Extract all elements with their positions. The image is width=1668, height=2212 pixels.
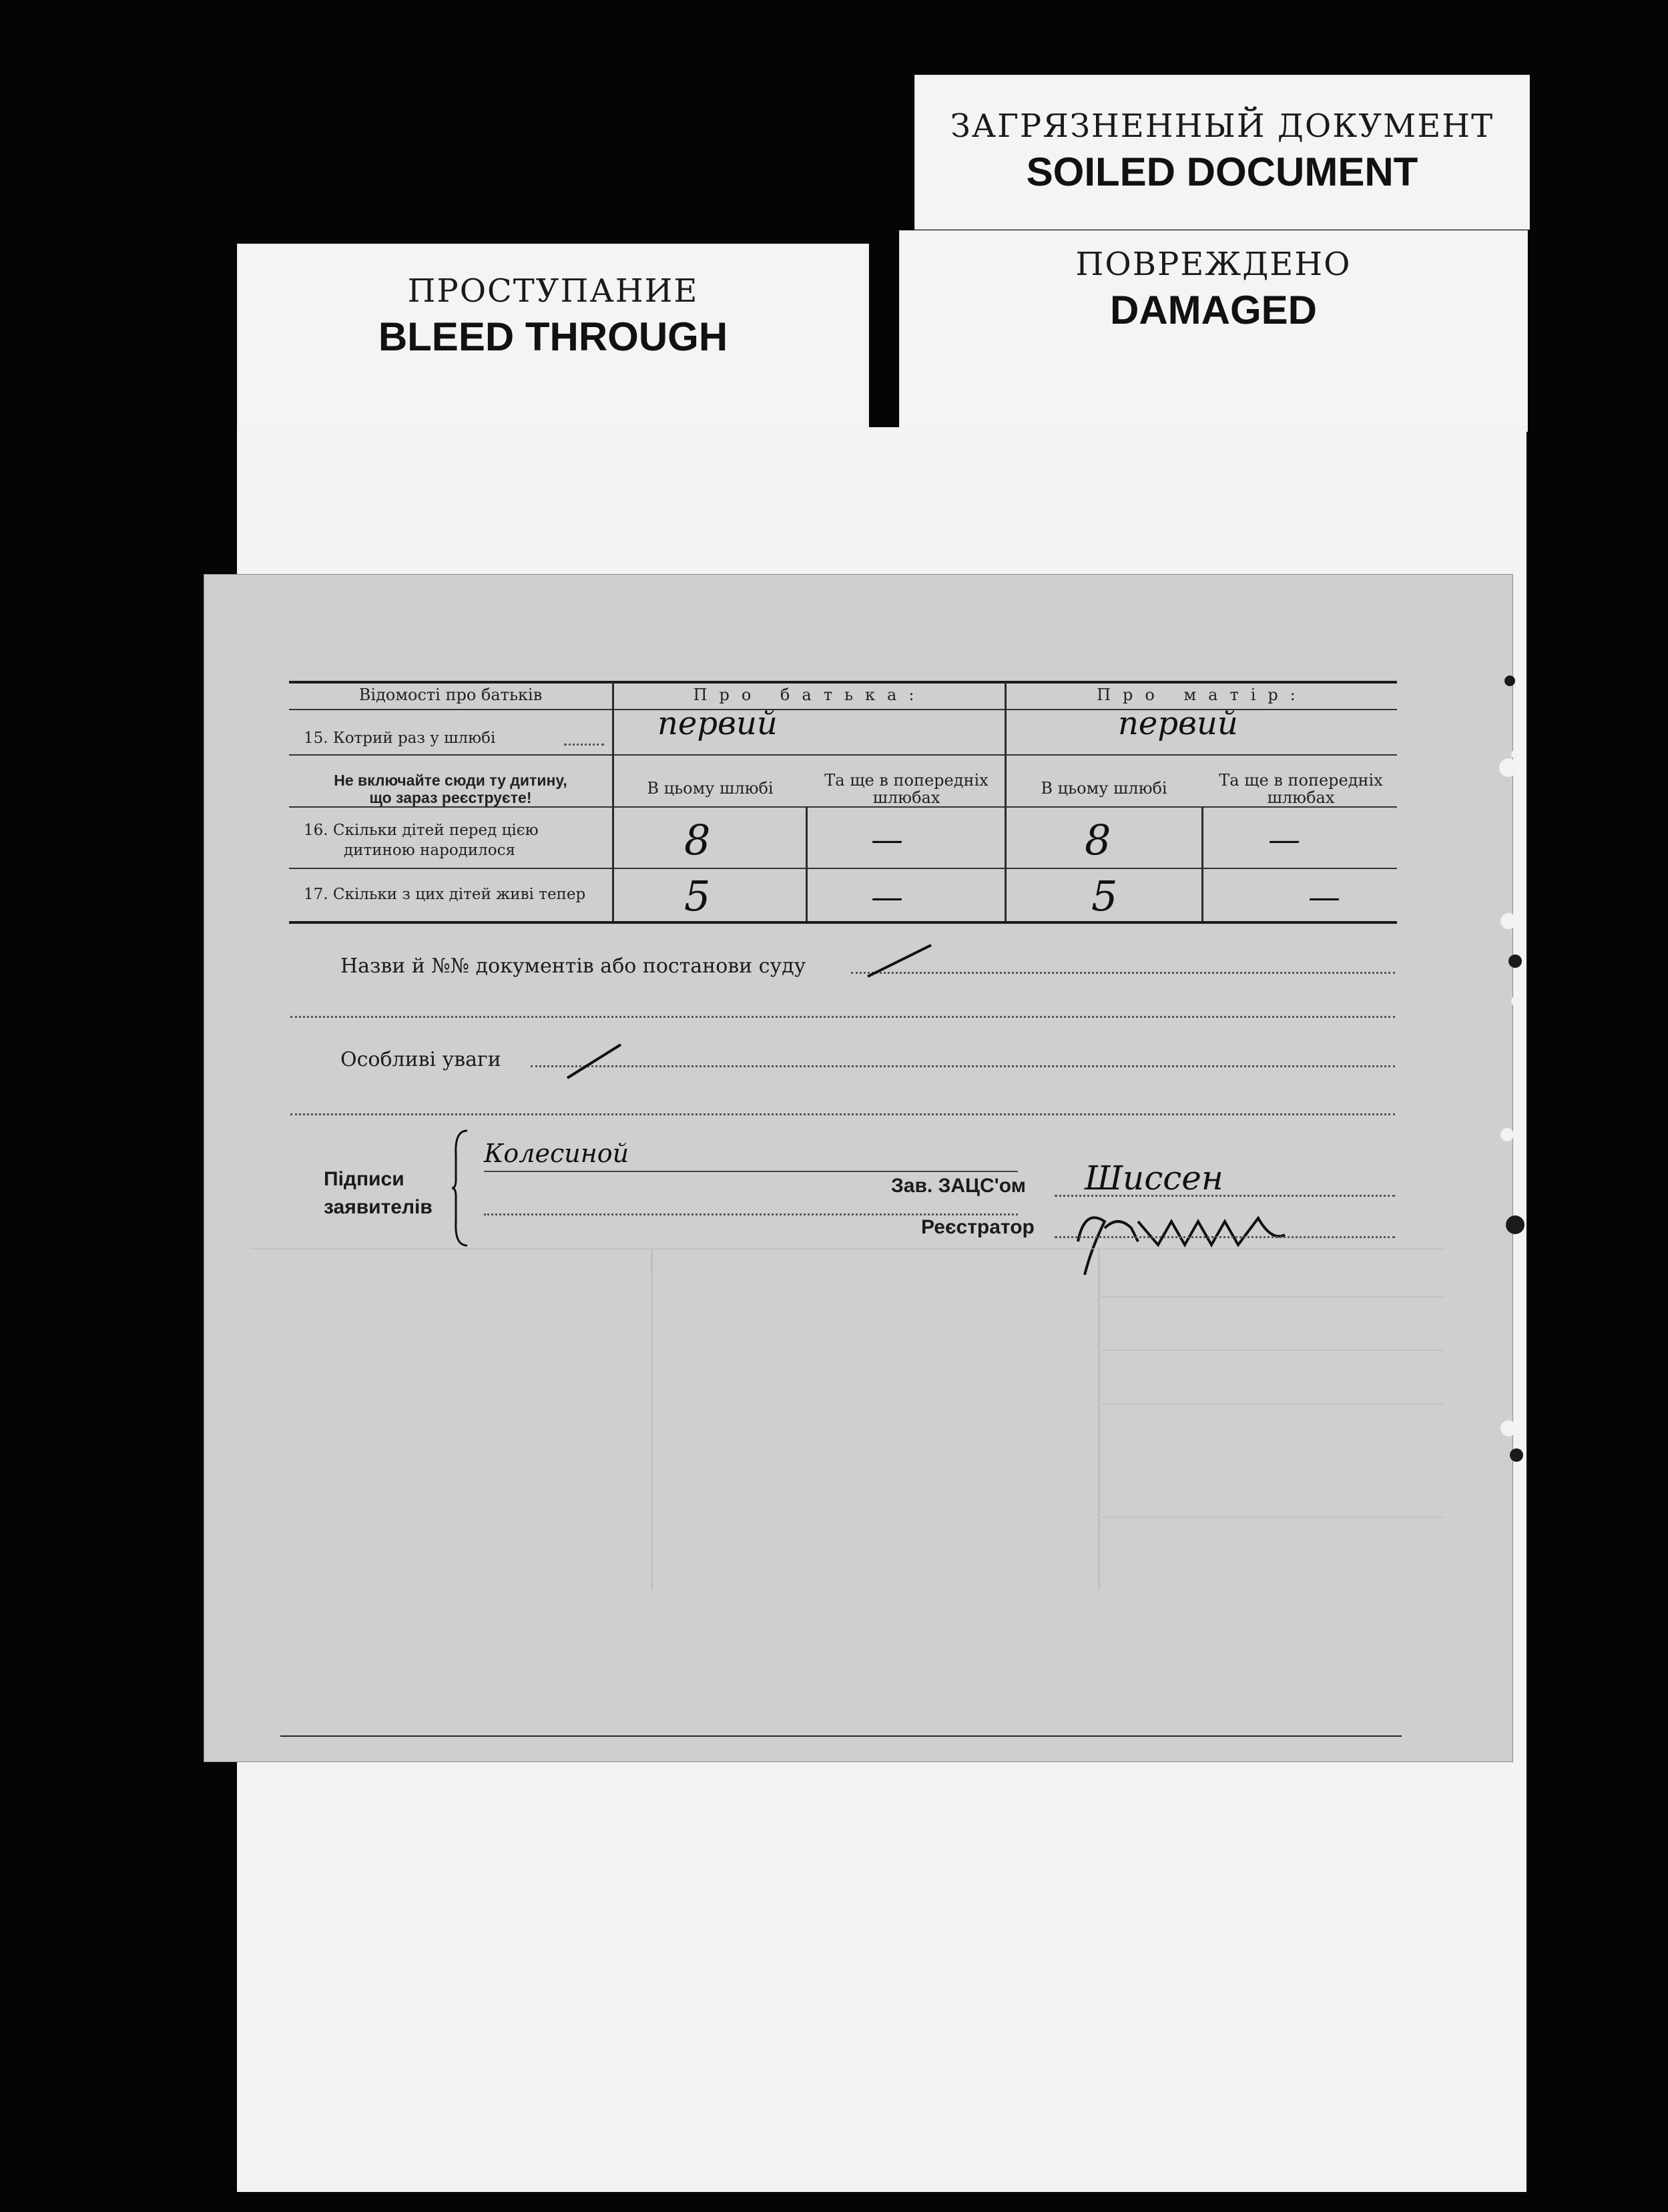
documents-dash-mark xyxy=(864,940,938,980)
signatures-label-2: заявителів xyxy=(324,1196,433,1218)
father-current-marriage-header: В цьому шлюбі xyxy=(647,779,774,798)
documents-label: Назви й №№ документів або постанови суду xyxy=(340,954,806,978)
row15-father-value: первий xyxy=(657,705,778,742)
row17-mother-previous: — xyxy=(1308,878,1340,916)
damaged-label-ru: ПОВРЕЖДЕНО xyxy=(1075,246,1352,283)
row15-mother-value: первий xyxy=(1118,705,1238,742)
documents-line-2 xyxy=(290,1016,1395,1018)
row16-mother-current: 8 xyxy=(1085,816,1111,864)
row17-mother-current: 5 xyxy=(1091,872,1118,920)
bleed-through-table xyxy=(250,1248,1445,1597)
row16-father-current: 8 xyxy=(684,816,711,864)
row16-label-2: дитиною народилося xyxy=(344,842,516,859)
remarks-line-1 xyxy=(531,1065,1395,1067)
row15-dots xyxy=(564,744,604,746)
col-divider-mother-sub xyxy=(1201,806,1203,921)
applicant-signature: Колесиной xyxy=(484,1139,629,1168)
mother-header: Про матір: xyxy=(1097,685,1308,704)
row16-mother-previous: — xyxy=(1268,821,1300,858)
remarks-label: Особливі уваги xyxy=(340,1048,501,1071)
registrar-signature-line xyxy=(1055,1236,1395,1238)
registrar-label: Реєстратор xyxy=(921,1216,1035,1238)
damaged-label-en: DAMAGED xyxy=(1110,288,1317,332)
applicant-signature-line xyxy=(484,1171,1018,1172)
soiled-label-en: SOILED DOCUMENT xyxy=(1026,150,1418,194)
table-top-rule xyxy=(289,681,1397,683)
table-bottom-rule xyxy=(289,921,1397,924)
applicant-signature-line-2 xyxy=(484,1213,1018,1215)
warning-line1: Не включайте сюди ту дитину, xyxy=(334,772,567,789)
mother-previous-marriages-header-2: шлюбах xyxy=(1267,788,1335,807)
remarks-dash-mark xyxy=(564,1041,624,1081)
soiled-label-ru: ЗАГРЯЗНЕННЫЙ ДОКУМЕНТ xyxy=(950,107,1494,145)
warning-line2: що зараз реєструєте! xyxy=(369,789,532,806)
row16-rule xyxy=(289,868,1397,869)
row17-father-current: 5 xyxy=(684,872,711,920)
father-previous-marriages-header-2: шлюбах xyxy=(872,788,940,807)
signatures-label-1: Підписи xyxy=(324,1168,404,1190)
parents-info-header: Відомості про батьків xyxy=(358,685,543,704)
bleed-label-en: BLEED THROUGH xyxy=(378,314,728,359)
bleed-label-ru: ПРОСТУПАНИЕ xyxy=(407,272,699,310)
registration-form xyxy=(204,574,1513,1762)
row15-rule xyxy=(289,754,1397,756)
col-divider-father-sub xyxy=(806,806,808,921)
col-divider-parents xyxy=(1005,682,1007,921)
row17-father-previous: — xyxy=(871,878,903,916)
head-label: Зав. ЗАЦС'ом xyxy=(891,1175,1026,1197)
mother-previous-marriages-header-1: Та ще в попередніх xyxy=(1219,771,1383,790)
row16-label-1: 16. Скільки дітей перед цією xyxy=(304,822,539,839)
mother-current-marriage-header: В цьому шлюбі xyxy=(1041,779,1167,798)
row15-label: 15. Котрий раз у шлюбі xyxy=(304,730,496,747)
father-header: Про батька: xyxy=(693,685,926,704)
bleed-through-label xyxy=(237,244,869,439)
head-signature: Шиссен xyxy=(1085,1159,1223,1197)
soiled-document-label xyxy=(914,75,1530,230)
row17-label: 17. Скільки з цих дітей живі тепер xyxy=(304,886,586,903)
form-bottom-rule xyxy=(280,1735,1402,1737)
signatures-brace xyxy=(451,1128,471,1248)
remarks-line-2 xyxy=(290,1113,1395,1115)
damaged-label xyxy=(899,230,1528,432)
col-divider-labels xyxy=(612,682,614,921)
edge-damage-marks xyxy=(1468,601,1549,1602)
row16-father-previous: — xyxy=(871,821,903,858)
father-previous-marriages-header-1: Та ще в попередніх xyxy=(824,771,989,790)
